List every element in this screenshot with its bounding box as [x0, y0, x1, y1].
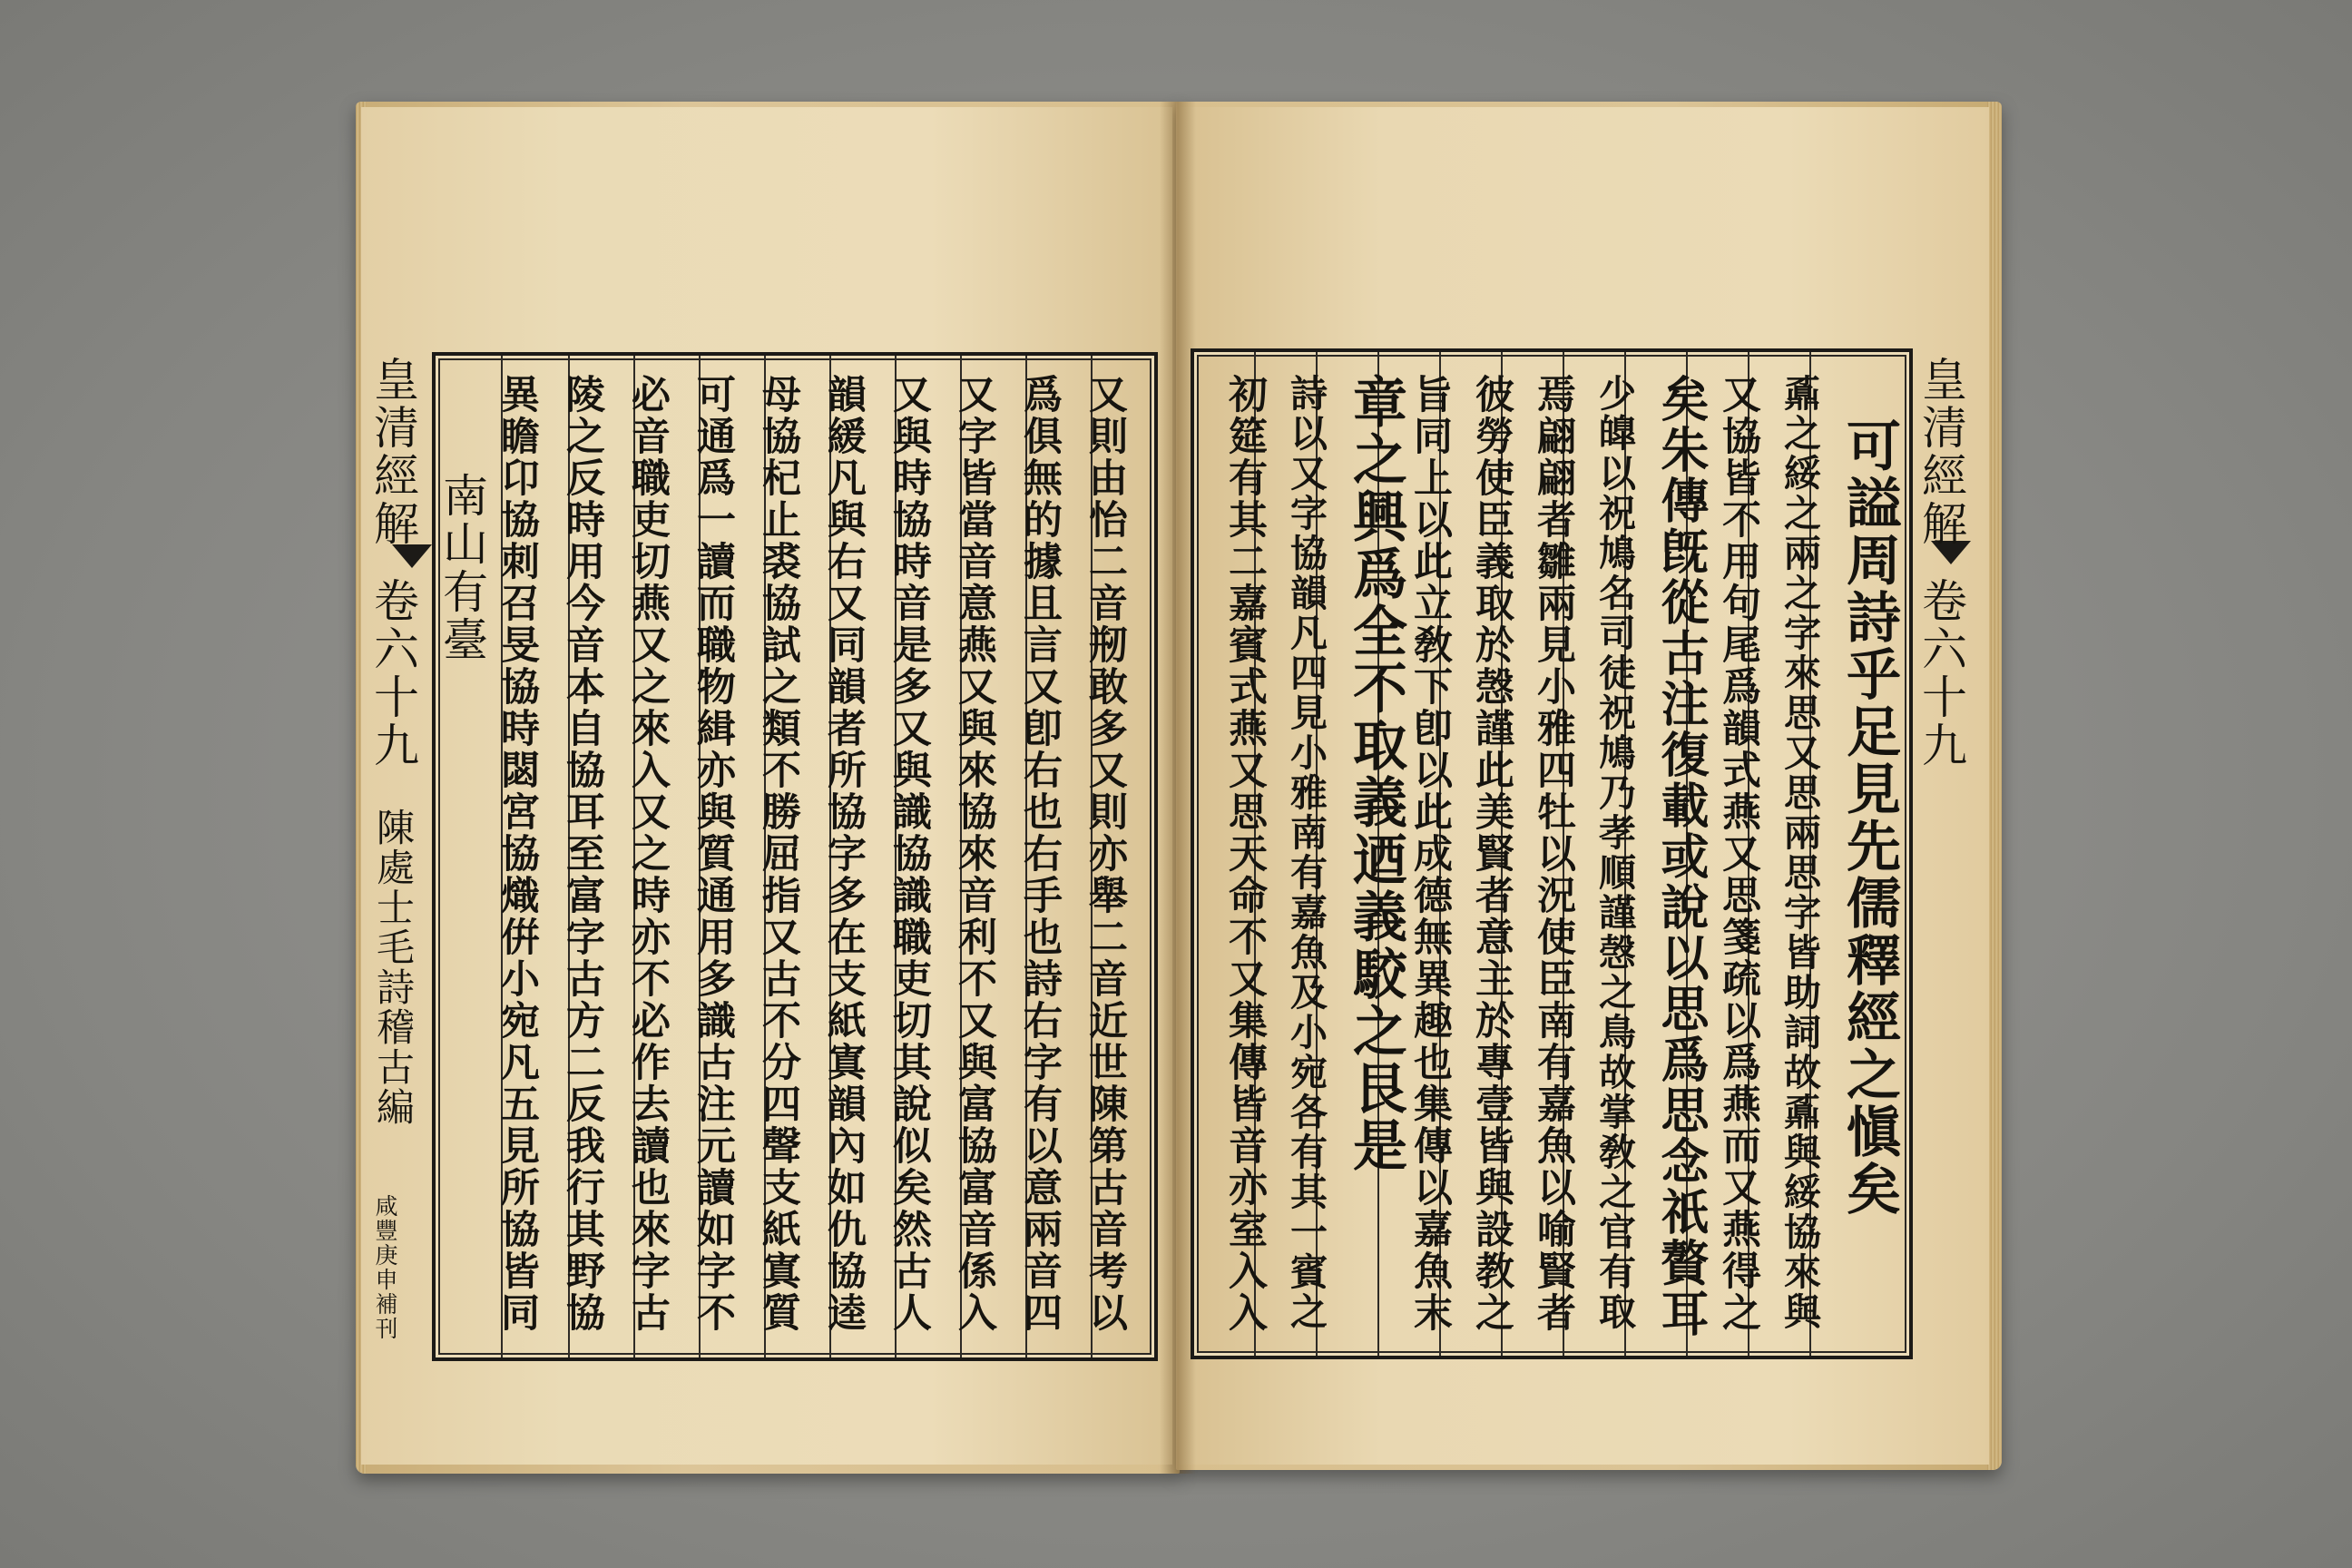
- text-column: 彼勞使臣義取於愨謹此美賢者意主於專壹皆與設教之: [1469, 374, 1514, 1334]
- text-column: 初筵有其二嘉賓式燕又思天命不又集傳皆音亦室入入: [1222, 374, 1268, 1334]
- text-column: 又字皆當音意燕又與來協來音利不又與富協富音係入: [952, 374, 997, 1334]
- text-column: 母協杞止裘協試之類不勝屈指又古不分四聲支紙寘質: [756, 374, 801, 1334]
- margin-title: 皇清經解: [367, 356, 419, 548]
- text-column: 必音職吏切燕又之來入又之時亦不必作去讀也來字古: [625, 374, 671, 1334]
- text-column: 鼒之綏之兩之字來思又思兩思字皆助詞故鼒與綏協來與: [1778, 374, 1821, 1332]
- text-column: 章之興爲全不取義迺義駮之艮是: [1344, 374, 1407, 1174]
- text-column: 少皥以祝鳩名司徒祝鳩乃孝順謹愨之鳥故掌敎之官有取: [1592, 374, 1636, 1332]
- text-column: 焉翩翩者雛兩見小雅四牡以況使臣南有嘉魚以喻賢者: [1531, 374, 1576, 1334]
- margin-volume: 卷六十九: [1915, 577, 1967, 769]
- text-column: 又協皆不用句尾爲韻式燕又思箋疏以爲燕而又燕得之: [1716, 374, 1761, 1334]
- margin-title: 皇清經解: [1915, 356, 1967, 548]
- text-column: 詩以又字協韻凡四見小雅南有嘉魚及小宛各有其一賓之: [1284, 374, 1328, 1332]
- text-column: 又則由怡二音剏敢多又則亦舉二音近世陳第古音考以: [1083, 374, 1128, 1334]
- section-heading: 南山有臺: [436, 472, 488, 664]
- text-column: 異瞻卬協刺召旻協時閟宮協熾倂小宛凡五見所協皆同: [495, 374, 540, 1334]
- text-column: 旨同上以此立敎下卽以此成德無異趣也集傳以嘉魚末: [1407, 374, 1453, 1334]
- text-column: 可通爲一讀而職物緝亦與質通用多識古注元讀如字不: [691, 374, 736, 1334]
- margin-volume: 卷六十九: [367, 577, 419, 769]
- text-column: 韻緩凡與右又同韻者所協字多在支紙寘韻內如仇協逵: [821, 374, 867, 1334]
- text-column: 陵之反時用今音本自協耳至富字古方二反我行其野協: [560, 374, 605, 1334]
- text-column: 又與時協時音是多又與識協識職吏切其說似矣然古人: [887, 374, 932, 1334]
- text-column: 矣朱傳旣從古注復載或說以思爲思念祇贅耳: [1653, 374, 1710, 1339]
- margin-edition: 咸豐庚申補刊: [372, 1194, 398, 1341]
- right-fore-edge: [1987, 102, 2002, 1470]
- text-column: 爲俱無的據且言又卽右也右手也詩右字有以意兩音四: [1017, 374, 1063, 1334]
- margin-author-work: 陳處士毛詩稽古編: [371, 808, 416, 1127]
- text-column: 可謚周詩乎足見先儒釋經之愼矣: [1838, 417, 1901, 1218]
